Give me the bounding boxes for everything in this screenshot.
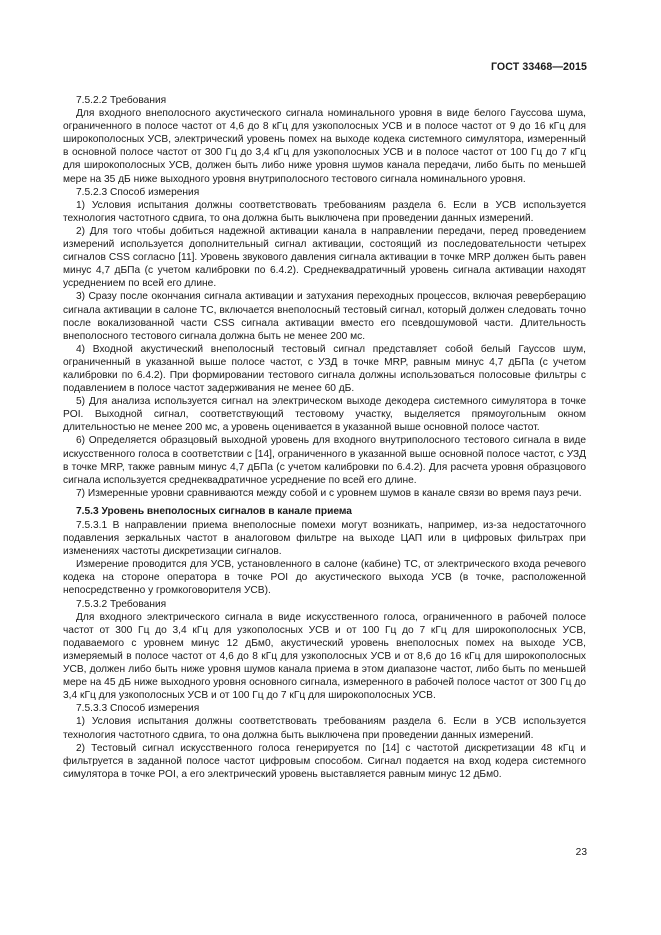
paragraph: 7.5.3.1 В направлении приема внеполосные помехи могут возникать, например, из-за недостаточного подавления зеркальных частот в аналоговом фильтре на выходе ЦАП или в цифровых фильтрах при изменениях частоты дискретизации сигналов. <box>63 520 586 558</box>
section-heading-7532: 7.5.3.2 Требования <box>76 598 167 610</box>
paragraph: Для входного электрического сигнала в виде искусственного голоса, ограниченного в рабочей полосе частот от 300 Гц до 3,4 кГц для узкополосных УСВ и от 100 Гц до 7 кГц для широкополосных УСВ, подаваемого с уровнем минус 12 дБм0, акустический уровень внеполосных помех на выходе УСВ, измеряемый в полосе частот от 4,6 до 8 кГц для узкополосных УСВ и от 8,6 до 16 кГц для широкополосных УСВ, должен либо быть ниже уровня шумов канала приема в этом диапазоне частот, либо быть по меньшей мере на 45 дБ ниже выходного уровня основного сигнала, измеренного в рабочей полосе частот от 300 Гц до 3,4 кГц для узкополосных УСВ и от 100 Гц до 7 кГц для широкополосных УСВ. <box>63 611 586 702</box>
document-body <box>63 94 586 781</box>
page-number: 23 <box>575 847 587 858</box>
list-item: 5) Для анализа используется сигнал на электрическом выходе декодера системного симулятора в точке POI. Выходной сигнал, соответствующий тестовому участку, выделяется прямоугольным окном длительностью не менее 200 мс, а уровень оценивается в указанной выше основной полосе частот. <box>63 396 586 434</box>
section-heading-7522: 7.5.2.2 Требования <box>76 95 167 106</box>
list-item: 1) Условия испытания должны соответствовать требованиям раздела 6. Если в УСВ используется технология частотного сдвига, то она должна быть выключена при проведении данных измерений. <box>63 199 586 224</box>
list-item: 7) Измеренные уровни сравниваются между собой и с уровнем шумов в канале связи во время пауз речи. <box>76 487 582 499</box>
section-heading-7533: 7.5.3.3 Способ измерения <box>76 703 200 715</box>
standard-header: ГОСТ 33468—2015 <box>490 61 587 73</box>
section-heading-7523: 7.5.2.3 Способ измерения <box>76 186 200 198</box>
list-item: 2) Тестовый сигнал искусственного голоса генерируется по [14] с частотой дискретизации 48 кГц и фильтруется в заданной полосе частот цифровым способом. Сигнал подается на вход кодера системного симулятора в точке POI, а его электрический уровень выставляется равным минус 12 дБм0. <box>63 742 586 780</box>
paragraph: Измерение проводится для УСВ, установленного в салоне (кабине) ТС, от электрического входа речевого кодека на стороне оператора в точке POI до акустического выхода УСВ (в точке, расположенной непосредственно у громкоговорителя УСВ). <box>63 559 586 597</box>
list-item: 6) Определяется образцовый выходной уровень для входного внутриполосного тестового сигнала в виде искусственного голоса в соответствии с [14], ограниченного в указанной выше основной полосе частот, с УЗД в точке MRP, также равным минус 4,7 дБПа (с учетом калибровки по 6.4.2). Для расчета уровня образцового сигнала используется среднеквадратичное усреднение по всей его длине. <box>63 435 586 486</box>
list-item: 4) Входной акустический внеполосный тестовый сигнал представляет собой белый Гауссов шум, ограниченный в указанной выше полосе частот, с УЗД в точке MRP, равным минус 4,7 дБПа (с учетом калибровки по 6.4.2). При формировании тестового сигнала должны использоваться полосовые фильтры с подавлением в полосе частот задерживания не менее 60 дБ. <box>63 343 586 395</box>
list-item: 1) Условия испытания должны соответствовать требованиям раздела 6. Если в УСВ используется технология частотного сдвига, то она должна быть выключена при проведении данных измерений. <box>63 716 586 741</box>
section-heading-753: 7.5.3 Уровень внеполосных сигналов в канале приема <box>76 505 352 517</box>
paragraph: Для входного внеполосного акустического сигнала номинального уровня в виде белого Гауссова шума, ограниченного в полосе частот от 4,6 до 8 кГц для узкополосных УСВ и в полосе частот от 9 до 16 кГц для широкополосных УСВ, электрический уровень помех на выходе кодека системного симулятора, измеренный в основной полосе частот от 300 Гц до 3,4 кГц для узкополосных УСВ и в полосе частот от 100 Гц до 7 кГц для широкополосных УСВ, должен быть либо ниже уровня шумов канала передачи, либо быть по меньшей мере на 35 дБ ниже выходного уровня внутриполосного тестового сигнала номинального уровня. <box>63 108 586 185</box>
list-item: 3) Сразу после окончания сигнала активации и затухания переходных процессов, включая реверберацию сигнала активации в салоне ТС, включается внеполосный тестовый сигнал, который должен следовать точно после вокализованной части CSS сигнала активации вместо его псевдошумовой части. Длительность внеполосного тестового сигнала должна быть не менее 200 мс. <box>63 291 586 342</box>
list-item: 2) Для того чтобы добиться надежной активации канала в направлении передачи, перед проведением измерений используется дополнительный сигнал активации, состоящий из последовательности четырех сигналов CSS согласно [11]. Уровень звукового давления сигнала активации в точке MRP должен быть равен минус 4,7 дБПа (с учетом калибровки по 6.4.2). Среднеквадратичный уровень сигнала активации находят усреднением по всей его длине. <box>63 225 586 290</box>
